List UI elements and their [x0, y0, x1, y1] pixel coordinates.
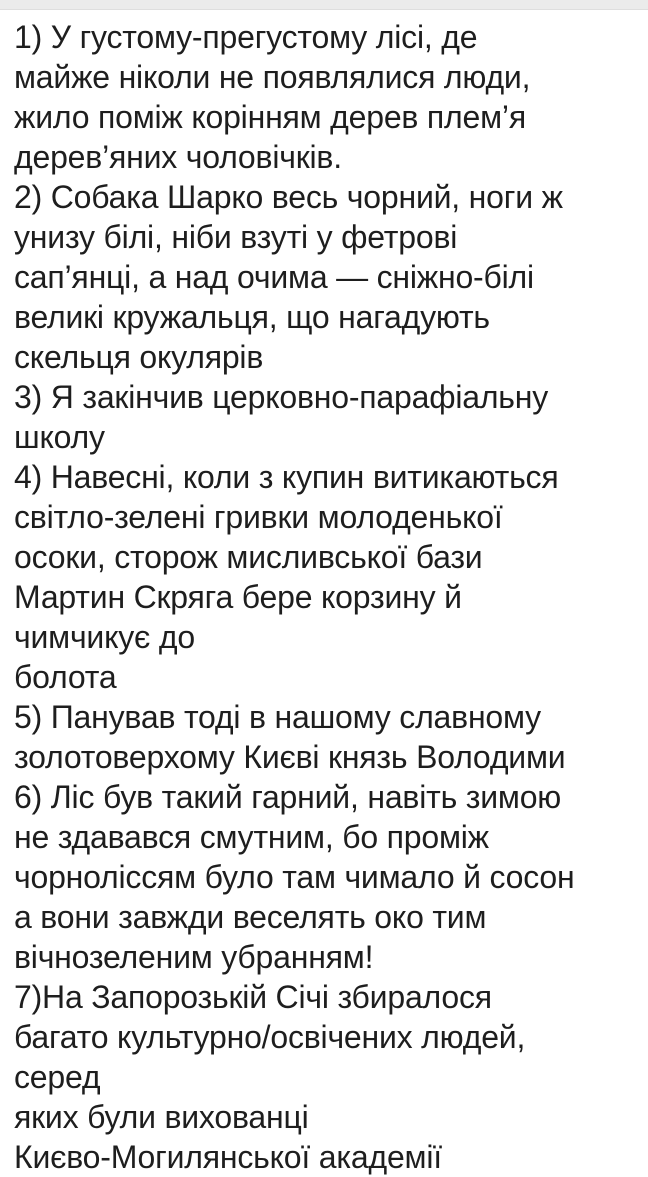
- text-line: осоки, сторож мисливської бази: [14, 539, 483, 575]
- text-line: 6) Ліс був такий гарний, навіть зимою: [14, 779, 562, 815]
- text-line: Мартин Скряга бере корзину й: [14, 579, 462, 615]
- text-line: унизу білі, ніби взуті у фетрові: [14, 219, 458, 255]
- text-line: жило поміж корінням дерев плем’я: [14, 99, 526, 135]
- text-line: дерев’яних чоловічків.: [14, 139, 342, 175]
- top-edge-bar: [0, 0, 648, 10]
- text-line: Києво-Могилянської академії: [14, 1139, 442, 1175]
- text-line: болота: [14, 659, 117, 695]
- text-line: 4) Навесні, коли з купин витикаються: [14, 459, 559, 495]
- text-line: 5) Панував тоді в нашому славному: [14, 699, 541, 735]
- text-line: а вони завжди веселять око тим: [14, 899, 487, 935]
- text-line: скельця окулярів: [14, 339, 264, 375]
- text-line: 2) Собака Шарко весь чорний, ноги ж: [14, 179, 563, 215]
- text-line: великі кружальця, що нагадують: [14, 299, 490, 335]
- text-line: чимчикує до: [14, 619, 195, 655]
- text-line: золотоверхому Києві князь Володими: [14, 739, 566, 775]
- text-line: чорноліссям було там чимало й сосон: [14, 859, 575, 895]
- text-line: багато культурно/освічених людей,: [14, 1019, 526, 1055]
- text-lines: [14, 17, 648, 1177]
- text-line: сап’янці, а над очима — сніжно-білі: [14, 259, 534, 295]
- text-line: вічнозеленим убранням!: [14, 939, 374, 975]
- text-line: світло-зелені гривки молоденької: [14, 499, 503, 535]
- text-line: школу: [14, 419, 105, 455]
- text-line: майже ніколи не появлялися люди,: [14, 59, 531, 95]
- text-line: серед: [14, 1059, 101, 1095]
- text-line: 3) Я закінчив церковно-парафіальну: [14, 379, 549, 415]
- document-text: [0, 10, 648, 1177]
- text-line: не здавався смутним, бо проміж: [14, 819, 489, 855]
- text-line: 7)На Запорозькій Січі збиралося: [14, 979, 492, 1015]
- text-line: 1) У густому-прегустому лісі, де: [14, 19, 478, 55]
- text-line: яких були вихованці: [14, 1099, 309, 1135]
